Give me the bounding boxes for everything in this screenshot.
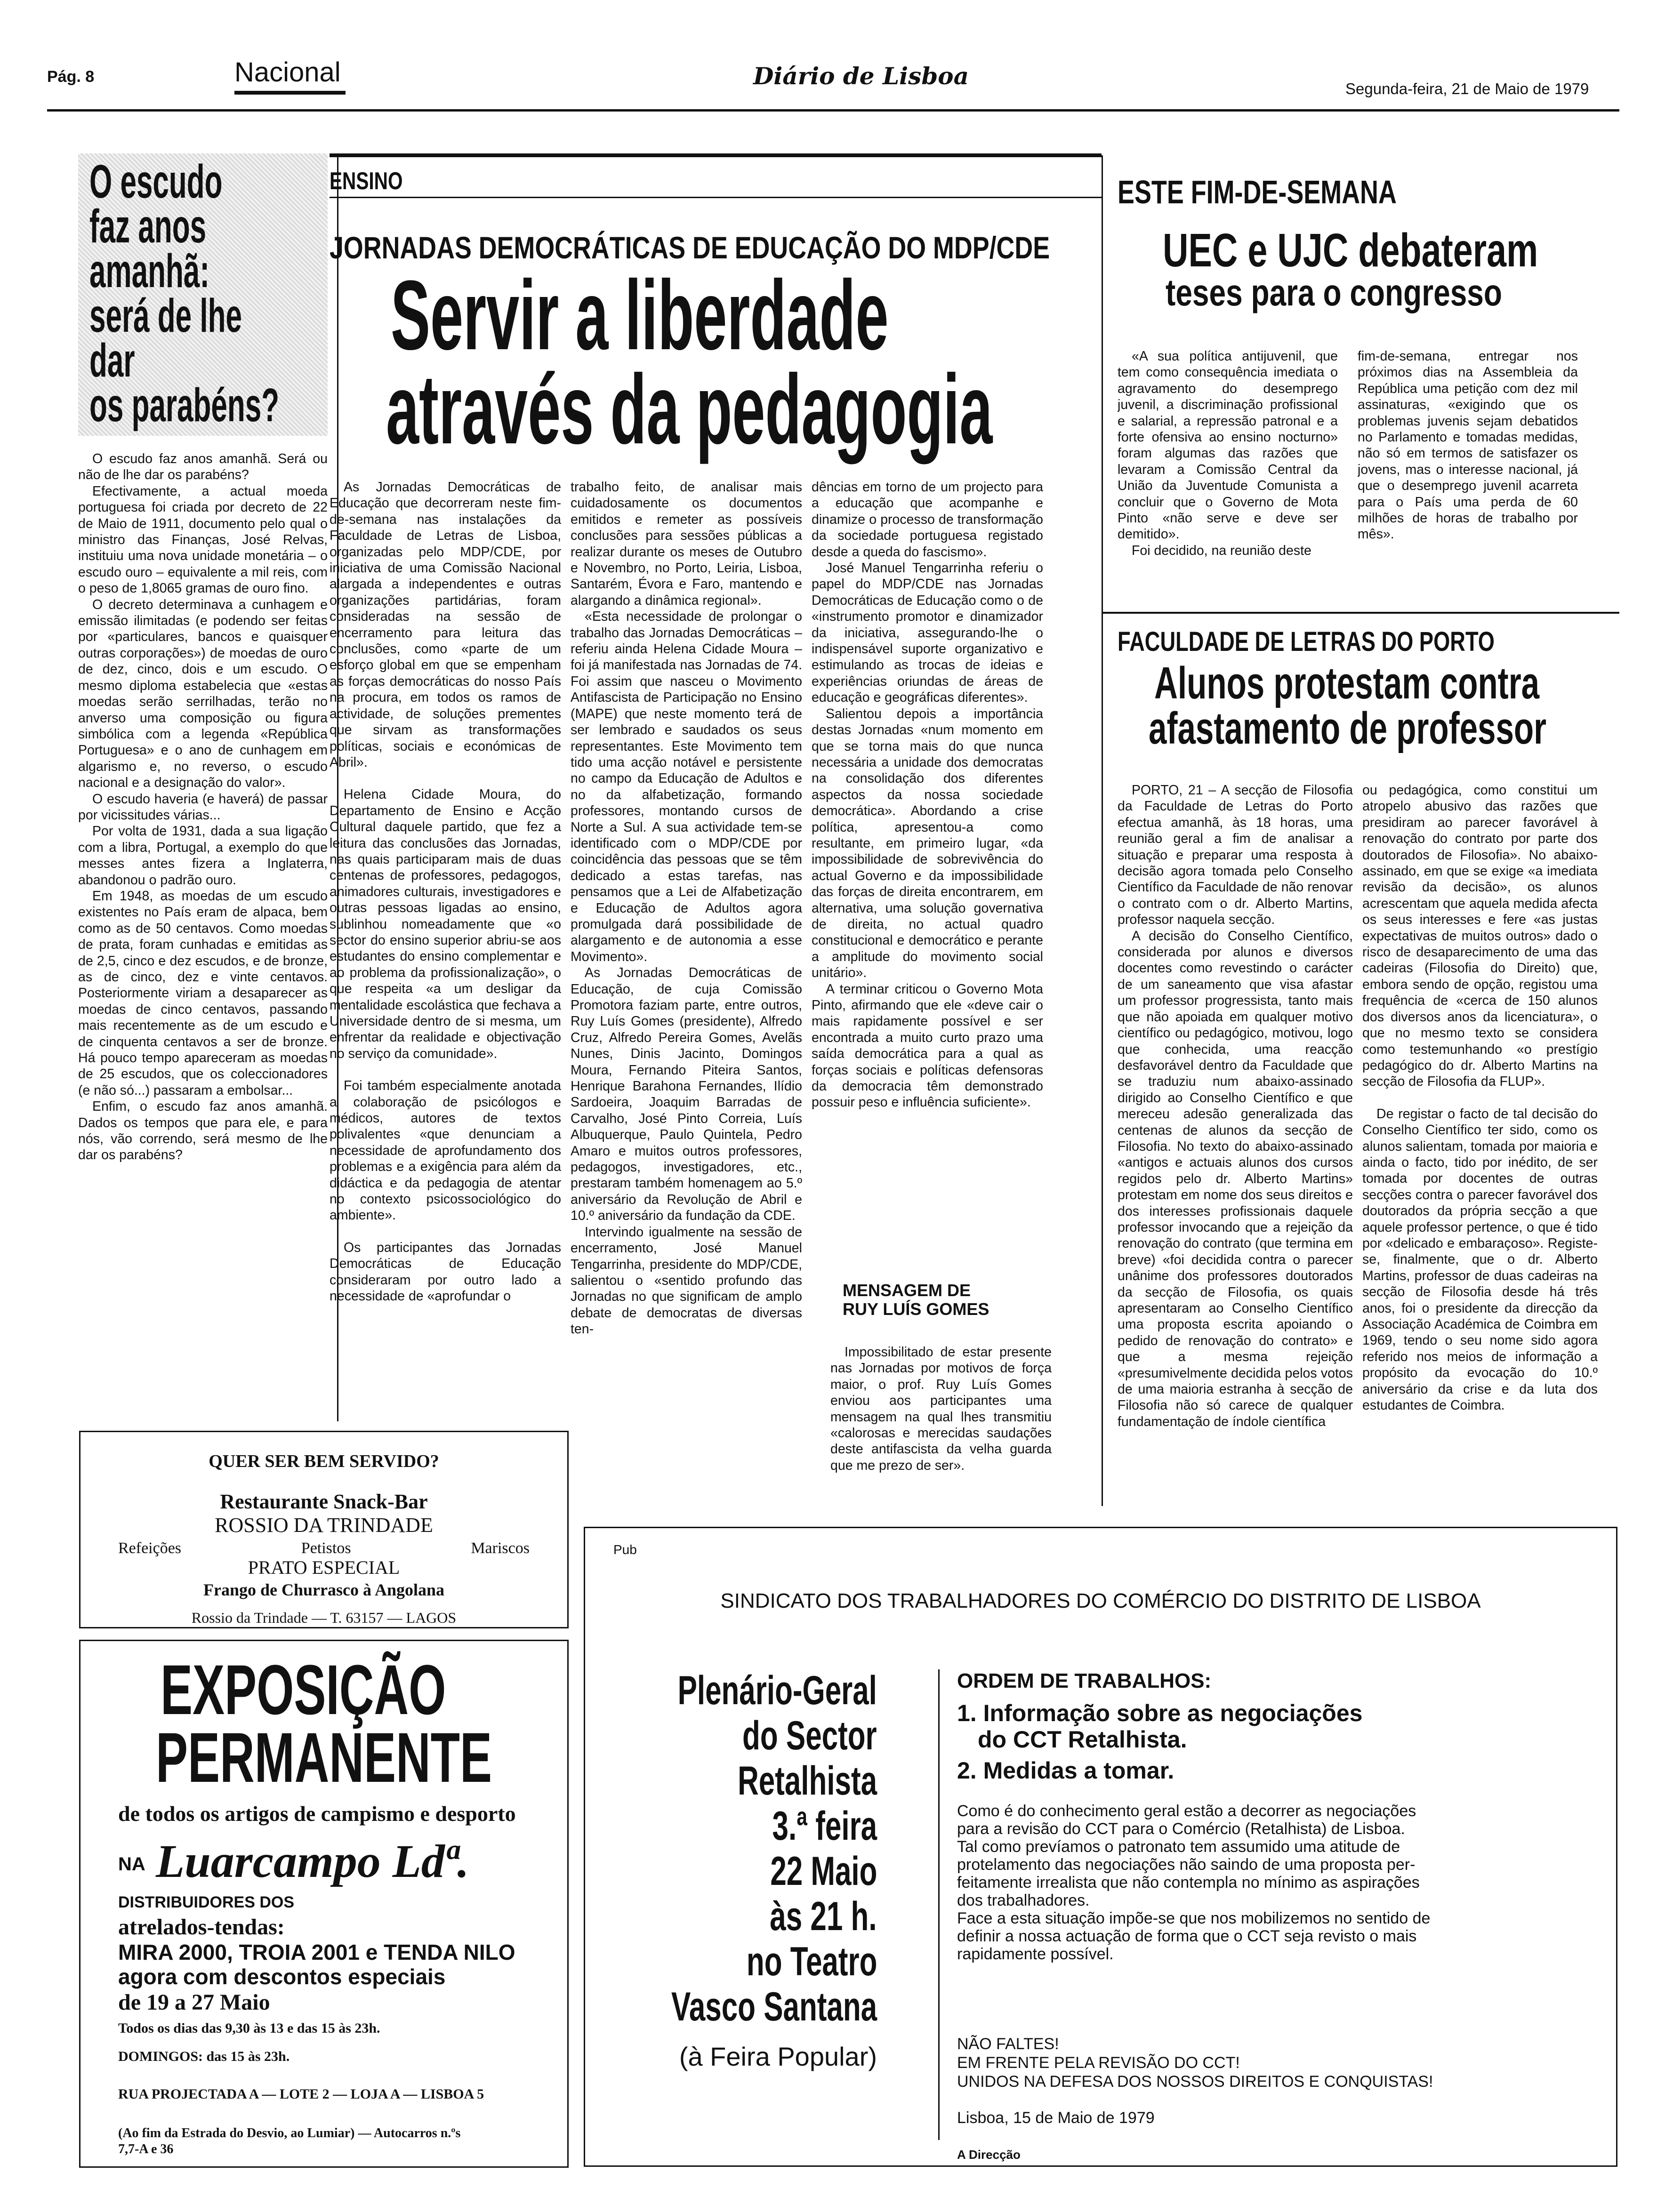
porto-paragraph: A decisão do Conselho Científico, considerada por alunos e diversos docentes como revestindo o carácter de um saneamento que visa afastar um professor progressista, tanto mais que não apoiada em qualquer motivo científico ou pedagógico, motivou, logo que conhecida, uma reacção desfavorável dentro da Faculdade que se traduziu num abaixo-assinado dirigido ao Conselho Científico e que mereceu adesão generalizada das centenas de alunos da secção de Filosofia. No texto do abaixo-assinado «antigos e actuais alunos dos cursos regidos pelo dr. Alberto Martins» protestam em nome dos seus direitos e dos interesses profissionais daquele professor invocando que a rejeição da renovação do contrato (que termina em breve) «foi decidida contra o parecer unânime dos professores doutorados da secção de Filosofia, os quais apresentaram ao Conselho Científico uma proposta escrita apoiando o pedido de renovação do contrato» e que a mesma rejeição «presumivelmente decidida pelos votos de uma maioria estranha à secção de Filosofia não só carece de qualquer fundamentação de índole científica	[1118, 928, 1353, 1429]
ensino-paragraph: Os participantes das Jornadas Democráticas de Educação consideraram por outro lado a necessidade de «aprofundar o	[330, 1240, 561, 1304]
uec-column-1	[1118, 348, 1338, 598]
ad-sindicato-body-line: Como é do conhecimento geral estão a decorrer as negociações	[957, 1802, 1416, 1820]
ad-sindicato-body-line: para a revisão do CCT para o Comércio (Retalhista) de Lisboa.	[957, 1820, 1405, 1838]
ad-sindicato-body-line: Face a esta situação impõe-se que nos mobilizemos no sentido de	[957, 1909, 1431, 1927]
ad-sindicato-divider	[938, 1669, 940, 2140]
ad-exposicao-brand: Luarcampo Ldª.	[156, 1835, 469, 1887]
ad-exposicao-line: MIRA 2000, TROIA 2001 e TENDA NILO	[118, 1940, 515, 1964]
ad-exposicao-line: Todos os dias das 9,30 às 13 e das 15 às 23h.	[118, 2020, 380, 2036]
porto-column-2	[1362, 782, 1598, 1498]
ad-exposicao-line: (Ao fim da Estrada do Desvio, ao Lumiar) — Autocarros n.ºs	[118, 2126, 461, 2140]
ensino-headline-line: Servir a liberdade	[391, 260, 889, 370]
masthead: Diário de Lisboa	[753, 62, 969, 90]
ensino-top-rule	[330, 153, 1102, 157]
ensino-paragraph: A terminar criticou o Governo Mota Pinto, afirmando que ele «deve cair o mais rapidamente possível e ser encontrada a muito curto prazo uma saída democrática para a qual as forças sociais e políticas defensoras da democracia têm demonstrado possuir peso e influência suficiente».	[812, 981, 1043, 1110]
uec-headline-line: UEC e UJC debateram	[1163, 224, 1538, 277]
uec-paragraph: fim-de-semana, entregar nos próximos dias na Assembleia da República uma petição com dez mil assinaturas, «exigindo que os problemas juvenis sejam debatidos no Parlamento e tomadas medidas, não só em termos de satisfazer os jovens, mas o interesse nacional, já que o desemprego juvenil acarreta para o País uma perda de 60 milhões de horas de trabalho por mês».	[1358, 349, 1578, 542]
porto-paragraph: PORTO, 21 – A secção de Filosofia da Faculdade de Letras do Porto efectua amanhã, às 18 horas, uma reunião geral a fim de analisar a situação e preparar uma resposta à decisão agora tomada pelo Conselho Científico da Faculdade de não renovar o contrato com o dr. Alberto Martins, professor naquela secção.	[1118, 783, 1353, 928]
ensino-paragraph: Helena Cidade Moura, do Departamento de Ensino e Acção Cultural daquele partido, que fez a leitura das conclusões das Jornadas, nas quais participaram mais de duas centenas de professores, pedagogos, animadores culturais, investigadores e outras pessoas ligadas ao ensino, sublinhou nomeadamente que «o sector do ensino superior abriu-se aos estudantes do ensino complementar e ao problema da profissionalização», o que respeita «a um desligar da mentalidade escolástica que fechava a Universidade dentro de si mesma, um enfrentar da realidade e objectivação no serviço da comunidade».	[330, 787, 561, 1061]
ad-exposicao-big: PERMANENTE	[156, 1718, 492, 1797]
ad-sindicato-item: 1. Informação sobre as negociações	[957, 1700, 1363, 1726]
ad-sindicato-closing-line: NÃO FALTES!	[957, 2035, 1059, 2053]
escudo-paragraph: O escudo faz anos amanhã. Será ou não de lhe dar os parabéns?	[78, 451, 328, 483]
ad-sindicato-left-line: 3.ª feira	[772, 1803, 877, 1849]
ad-sindicato-left-line: do Sector	[742, 1713, 877, 1758]
ensino-subhead: JORNADAS DEMOCRÁTICAS DE EDUCAÇÃO DO MDP/CDE	[330, 230, 1050, 265]
ensino-paragraph: «Esta necessidade de prolongar o trabalho das Jornadas Democráticas – referiu ainda Helena Cidade Moura – foi já manifestada nas Jornadas de 74. Foi assim que nasceu o Movimento Antifascista de Participação no Ensino (MAPE) que neste momento terá de ser lembrado e saudados os seus representantes. Este Movimento tem tido uma acção notável e persistente no campo da Educação de Adultos e no da alfabetização, formando professores, montando cursos de Norte a Sul. A sua actividade tem-se identificado com o MDP/CDE por coincidência das pessoas que se têm dedicado a estas tarefas, nas pensamos que a Lei de Alfabetização e Educação de Adultos agora promulgada dará possibilidade de alargamento e de autonomia a esse Movimento».	[571, 609, 802, 964]
ad-exposicao-line: DOMINGOS: das 15 às 23h.	[118, 2049, 290, 2064]
ensino-paragraph: As Jornadas Democráticas de Educação, de cuja Comissão Promotora faziam parte, entre outros, Ruy Luís Gomes (presidente), Alfredo Cruz, Alfredo Pereira Gomes, Avelãs Nunes, Dinis Jacinto, Domingos Moura, Fernando Piteira Santos, Henrique Barahona Fernandes, Ilídio Sardoeira, Joaquim Barradas de Carvalho, José Pinto Correia, Luís Albuquerque, Paulo Quintela, Pedro Amaro e muitos outros professores, pedagogos, investigadores, etc., prestaram também homenagem ao 5.º aniversário da Revolução de Abril e 10.º aniversário da fundação da CDE.	[571, 965, 802, 1224]
escudo-paragraph: Enfim, o escudo faz anos amanhã. Dados os tempos que para ele, e para nós, vão correndo, será mesmo de lhe dar os parabéns?	[78, 1099, 328, 1163]
escudo-headline-line: será de lhe	[89, 289, 242, 342]
ensino-paragraph: Salientou depois a importância destas Jornadas «num momento em que se torna mais do que nunca necessária a unidade dos democratas na consolidação dos diferentes aspectos da nossa sociedade democrática». Abordando a crise política, apresentou-a como resultante, em primeiro lugar, «da impossibilidade de sobrevivência do actual Governo e da impossibilidade das forças de direita encontrarem, em alternativa, uma solução governativa de direita, no actual quadro constitucional e democrático e perante a amplitude do movimento social unitário».	[812, 706, 1043, 981]
ad-restaurante-line: ROSSIO DA TRINDADE	[215, 1514, 433, 1537]
porto-column-1	[1118, 782, 1353, 1498]
ad-exposicao-line: RUA PROJECTADA A — LOTE 2 — LOJA A — LISBOA 5	[118, 2086, 484, 2102]
ad-restaurante-item: Mariscos	[471, 1539, 530, 1557]
mensagem-paragraph: Impossibilitado de estar presente nas Jornadas por motivos de força maior, o prof. Ruy Luís Gomes enviou aos participantes uma mensagem na qual lhes transmitiu «calorosas e merecidas saudações deste antifascista da velha guarda que me prezo de ser».	[830, 1345, 1052, 1473]
escudo-headline-image	[78, 153, 328, 436]
section-underline	[234, 91, 346, 95]
ensino-column-3	[812, 479, 1043, 1289]
escudo-paragraph: Por volta de 1931, dada a sua ligação com a libra, Portugal, a exemplo do que messes antes fizera a Inglaterra, abandonou o padrão ouro.	[78, 824, 328, 888]
ad-sindicato-item: 2. Medidas a tomar.	[957, 1757, 1174, 1784]
escudo-paragraph: O escudo haveria (e haverá) de passar por vicissitudes várias...	[78, 791, 328, 823]
uec-paragraph: «A sua política antijuvenil, que tem como consequência imediata o agravamento do desemprego juvenil, a discriminação profissional e salarial, a repressão patronal e a forte ofensiva ao ensino nocturno» foram algumas das razões que levaram a Comissão Central da União da Juventude Comunista a concluir que o Governo de Mota Pinto «não serve e deve ser demitido».	[1118, 349, 1338, 542]
uec-column-2	[1358, 348, 1578, 598]
ad-exposicao-line: de 19 a 27 Maio	[118, 1990, 270, 2015]
ad-sindicato-pub: Pub	[613, 1542, 637, 1557]
page-number: Pág. 8	[47, 68, 95, 86]
ad-sindicato-body-line: feitamente irrealista que não contempla no mínimo as aspirações	[957, 1874, 1420, 1891]
ad-sindicato-closing	[957, 2035, 1433, 2091]
ad-sindicato	[584, 1527, 1617, 2167]
ad-sindicato-left-line: às 21 h.	[770, 1894, 877, 1939]
ad-exposicao-line: atrelados-tendas:	[118, 1915, 285, 1940]
uec-kicker: ESTE FIM-DE-SEMANA	[1118, 174, 1397, 210]
porto-headline-line: Alunos protestam contra	[1154, 658, 1540, 708]
porto-paragraph: ou pedagógica, como constitui um atropelo abusivo das razões que presidiram ao parecer favorável à renovação do contrato por parte dos doutorados de Filosofia». No abaixo-assinado, em que se exige «a imediata revisão da decisão», os alunos acrescentam que aquela medida afecta os seus interesses e fere «as justas expectativas de muitos outros» dado o risco de desaparecimento de uma das cadeiras (Filosofia do Direito) que, embora sendo de opção, registou uma frequência de «cerca de 150 alunos dos diversos anos da licenciatura», o que no mesmo texto se considera como testemunhando «o prestígio pedagógico do dr. Alberto Martins na secção de Filosofia da FLUP».	[1362, 783, 1598, 1090]
uec-paragraph: Foi decidido, na reunião deste	[1132, 543, 1311, 558]
uec-headline-line: teses para o congresso	[1166, 272, 1502, 313]
mensagem-subhead	[843, 1281, 989, 1319]
ensino-kicker: ENSINO	[330, 168, 403, 195]
ad-exposicao-line: de todos os artigos de campismo e desporto	[118, 1802, 516, 1826]
ensino-paragraph: trabalho feito, de analisar mais cuidadosamente os documentos emitidos e remeter as possíveis conclusões para sessões públicas a realizar durante os meses de Outubro e Novembro, no Porto, Leiria, Lisboa, Santarém, Évora e Faro, mantendo e alargando a dinâmica regional».	[571, 480, 802, 608]
issue-date: Segunda-feira, 21 de Maio de 1979	[1345, 80, 1589, 97]
escudo-headline-line: dar	[89, 334, 135, 387]
ad-exposicao	[79, 1640, 569, 2168]
ad-sindicato-left-line: Retalhista	[738, 1758, 877, 1803]
porto-kicker: FACULDADE DE LETRAS DO PORTO	[1118, 626, 1495, 657]
escudo-body	[78, 451, 328, 1431]
ad-exposicao-line: 7,7-A e 36	[118, 2142, 174, 2156]
escudo-paragraph: Em 1948, as moedas de um escudo existentes no País eram de alpaca, bem como as de 50 centavos. Como moedas de prata, foram cunhadas e emitidas as de 2,5, cinco e dez escudos, e de bronze, as de cinco, dez e vinte centavos. Posteriormente viriam a desaparecer as moedas de cinco centavos, passando mais recentemente as de um escudo e de cinquenta centavos a ser de bronze. Há pouco tempo apareceram as moedas de 25 escudos, que os coleccionadores (e não só...) passaram a embolsar...	[78, 888, 328, 1098]
ad-restaurante-items	[118, 1539, 530, 1557]
ad-restaurante-item: Refeições	[118, 1539, 182, 1557]
ad-sindicato-item: do CCT Retalhista.	[978, 1726, 1187, 1753]
ensino-paragraph: José Manuel Tengarrinha referiu o papel do MDP/CDE nas Jornadas Democráticas de Educação como o de «instrumento promotor e dinamizador da iniciativa, assegurando-lhe o indispensável suporte organizativo e estimulando as trocas de ideias e experiências oriundas de áreas de educação e geográficas diferentes».	[812, 561, 1043, 705]
porto-headline-line: afastamento de professor	[1149, 703, 1547, 753]
ad-sindicato-body-line: rapidamente possível.	[957, 1945, 1114, 1963]
ad-sindicato-left-line: 22 Maio	[770, 1849, 877, 1894]
ad-restaurante-item: Petistos	[301, 1539, 351, 1557]
porto-paragraph: De registar o facto de tal decisão do Conselho Científico ter sido, como os alunos salientam, tomada por maioria e ainda o facto, tido por inédito, de ser tomada por docentes de outras secções contra o parecer favorável dos doutorados da própria secção a que aquele professor pertence, o que é tido por «delicado e embaraçoso». Registe-se, finalmente, que o dr. Alberto Martins, professor de duas cadeiras na secção de Filosofia desde há três anos, foi o presidente da direcção da Associação Académica de Coimbra em 1969, tendo o seu nome sido agora referido nos meios de informação a propósito da evocação do 10.º aniversário da crise e da luta dos estudantes de Coimbra.	[1362, 1106, 1598, 1413]
ensino-column-1	[330, 479, 561, 1397]
ad-exposicao-big: EXPOSIÇÃO	[161, 1650, 446, 1729]
section-rule	[1102, 612, 1619, 614]
ad-restaurante	[79, 1431, 569, 1628]
mensagem-subhead-line: RUY LUÍS GOMES	[843, 1299, 989, 1319]
ad-restaurante-line: Restaurante Snack-Bar	[220, 1490, 428, 1513]
ad-sindicato-closing-line: EM FRENTE PELA REVISÃO DO CCT!	[957, 2054, 1240, 2072]
escudo-paragraph: O decreto determinava a cunhagem e emissão ilimitadas (e podendo ser feitas por «particulares, bancos e quaisquer outras corporações») de moedas de ouro de dez, cinco, dois e um escudo. O mesmo diploma estabelecia que «estas moedas serão serrilhadas, terão no anverso uma composição ou figura simbólica com a legenda «República Portuguesa» e o ano de cunhagem em algarismo e, no reverso, o escudo nacional e a designação do valor».	[78, 597, 328, 791]
ad-sindicato-closing-line: UNIDOS NA DEFESA DOS NOSSOS DIREITOS E CONQUISTAS!	[957, 2073, 1433, 2091]
ad-sindicato-left-line: no Teatro	[746, 1939, 877, 1984]
column-divider	[1102, 155, 1103, 1506]
mensagem-subhead-line: MENSAGEM DE	[843, 1281, 971, 1300]
ad-restaurante-line: Rossio da Trindade — T. 63157 — LAGOS	[191, 1609, 457, 1626]
ad-sindicato-body-line: definir a nossa actuação de forma que o CCT seja revisto o mais	[957, 1927, 1417, 1945]
header-rule	[47, 109, 1619, 112]
ad-sindicato-ordem: ORDEM DE TRABALHOS:	[957, 1669, 1212, 1692]
ensino-paragraph: dências em torno de um projecto para a educação que acompanhe e dinamize o processo de transformação da sociedade portuguesa registado desde a queda do fascismo».	[812, 480, 1043, 560]
escudo-headline-line: os parabéns?	[89, 379, 280, 432]
ad-sindicato-left-line: Plenário-Geral	[677, 1668, 877, 1713]
ad-exposicao-line: DISTRIBUIDORES DOS	[118, 1893, 295, 1911]
ad-exposicao-na: NA	[118, 1854, 145, 1875]
ad-sindicato-date: Lisboa, 15 de Maio de 1979	[957, 2109, 1155, 2127]
section-name: Nacional	[234, 57, 341, 88]
ad-sindicato-body-line: Tal como prevíamos o patronato tem assumido uma atitude de	[957, 1838, 1400, 1856]
ensino-headline-line: através da pedagogia	[386, 354, 993, 465]
ad-sindicato-body-line: protelamento das negociações não saindo de uma proposta per-	[957, 1856, 1416, 1874]
ad-sindicato-sign: A Direcção	[957, 2148, 1021, 2162]
ensino-kicker-rule	[330, 197, 1102, 198]
mensagem-body	[830, 1344, 1052, 1499]
ad-sindicato-title: SINDICATO DOS TRABALHADORES DO COMÉRCIO DO DISTRITO DE LISBOA	[720, 1589, 1481, 1612]
ensino-paragraph: Intervindo igualmente na sessão de encerramento, José Manuel Tengarrinha, presidente do MDP/CDE, salientou o «sentido profundo das Jornadas no que significam de amplo debate de democratas de diversas ten-	[571, 1224, 802, 1337]
ad-restaurante-line: PRATO ESPECIAL	[248, 1557, 400, 1578]
ensino-paragraph: Foi também especialmente anotada a colaboração de psicólogos e médicos, autores de textos polivalentes «que denunciam a necessidade de aprofundamento dos problemas e a exigência para além da didáctica e da pedagogia de atentar no contexto psicossociológico do ambiente».	[330, 1078, 561, 1223]
ad-exposicao-line: agora com descontos especiais	[118, 1964, 446, 1989]
ensino-column-2	[571, 479, 802, 1499]
ad-sindicato-left-small: (à Feira Popular)	[679, 2042, 877, 2071]
ensino-paragraph: As Jornadas Democráticas de Educação que decorreram neste fim-de-semana nas instalações da Faculdade de Letras de Lisboa, organizadas pelo MDP/CDE, por iniciativa de uma Comissão Nacional alargada a independentes e outras organizações partidárias, foram consideradas na sessão de encerramento para leitura das conclusões, como «parte de um esforço global em que se empenham as forças democráticas do nosso País na procura, em todos os ramos de actividade, de soluções prementes que sirvam as transformações políticas, sociais e económicas de Abril».	[330, 480, 561, 770]
ad-restaurante-line: QUER SER BEM SERVIDO?	[209, 1451, 439, 1471]
ad-sindicato-left-line: Vasco Santana	[671, 1984, 877, 2029]
escudo-headline-line: O escudo	[89, 155, 223, 208]
ad-sindicato-body-line: dos trabalhadores.	[957, 1891, 1090, 1909]
ad-sindicato-body	[957, 1802, 1430, 1963]
escudo-headline-line: faz anos	[89, 200, 207, 253]
ad-restaurante-line: Frango de Churrasco à Angolana	[203, 1580, 445, 1599]
escudo-headline-line: amanhã:	[89, 245, 209, 297]
escudo-paragraph: Efectivamente, a actual moeda portuguesa foi criada por decreto de 22 de Maio de 1911, documento pelo qual o ministro das Finanças, José Relvas, instituiu uma nova unidade monetária – o escudo ouro – equivalente a mil reis, com o peso de 1,8065 gramas de ouro fino.	[78, 483, 328, 596]
